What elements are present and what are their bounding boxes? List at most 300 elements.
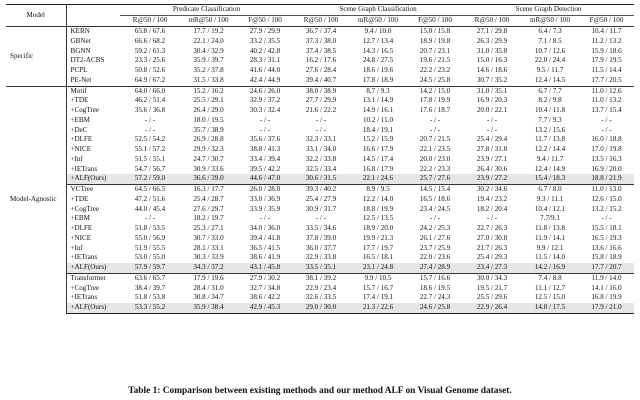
value-cell: - / -	[486, 214, 498, 223]
value-cell: 57.2 / 59.0	[120, 174, 180, 184]
value-cell: 35.6 / 36.8	[134, 106, 166, 115]
method-cell: PE-Net	[70, 75, 92, 84]
value-cell: 32.7 / 34.8	[249, 283, 281, 292]
value-cell: 23.9 / 27.1	[476, 154, 508, 163]
table-row	[6, 126, 634, 136]
value-cell: - / -	[486, 125, 498, 134]
method-cell: +Inf	[70, 243, 83, 252]
method-cell: +ALF(Ours)	[66, 303, 120, 313]
value-cell: 17.7 / 19.2	[180, 27, 237, 37]
value-cell: 22.0 / 24.4	[534, 56, 566, 65]
value-cell: 38.8 / 41.3	[249, 145, 281, 154]
value-cell: 18.8 / 19.9	[362, 204, 394, 213]
value-cell: 22.0 / 23.6	[419, 253, 451, 262]
value-cell: 10.4 / 11.8	[534, 106, 566, 115]
value-cell: 33.4 / 39.4	[249, 154, 281, 163]
value-cell: - / -	[144, 115, 156, 124]
value-cell: 44.6 / 47.0	[237, 174, 293, 184]
value-cell: 27.1 / 29.8	[463, 27, 521, 37]
value-cell: 6.7 / 7.7	[521, 86, 579, 96]
table-caption: Table 1: Comparison between existing methods and our method ALF on Visual Genome dataset.	[128, 386, 512, 396]
value-cell: 24.8 / 27.5	[362, 56, 394, 65]
value-cell: 36.0 / 37.7	[305, 243, 337, 252]
method-cell: +NICE	[70, 145, 92, 154]
value-cell: 12.6 / 15.0	[591, 194, 622, 203]
value-cell: 16.9 / 20.3	[476, 96, 508, 105]
value-cell: 26.4 / 30.6	[476, 164, 508, 173]
value-cell: 25.4 / 29.4	[476, 135, 508, 144]
value-cell: 33.2 / 35.5	[249, 36, 281, 45]
value-cell: 6.4 / 7.3	[521, 27, 579, 37]
value-cell: 36.5 / 41.5	[249, 243, 281, 252]
value-cell: 13.2 / 15.2	[591, 204, 622, 213]
value-cell: 26.0 / 28.0	[237, 185, 293, 195]
metric-header: F@50 / 100	[407, 16, 463, 27]
value-cell: 29.9 / 32.3	[193, 145, 224, 154]
value-cell: 16.9 / 20.0	[591, 164, 622, 173]
value-cell: 16.8 / 19.9	[591, 293, 622, 302]
value-cell: 51.8 / 53.5	[134, 224, 166, 233]
value-cell: 27.0 / 30.8	[476, 233, 508, 242]
value-cell: 32.9 / 33.8	[305, 253, 337, 262]
table-row	[6, 303, 634, 313]
method-cell: +EBM	[70, 214, 90, 223]
value-cell: 14.5 / 17.4	[362, 154, 394, 163]
value-cell: - / -	[259, 214, 271, 223]
value-cell: 37.4 / 38.5	[305, 46, 337, 55]
value-cell: 16.8 / 17.9	[362, 164, 394, 173]
value-cell: 53.3 / 55.2	[120, 303, 180, 313]
value-cell: 25.4 / 29.3	[476, 253, 508, 262]
value-cell: 30.0 / 34.3	[463, 273, 521, 283]
value-cell: 9.5 / 11.7	[536, 66, 564, 75]
value-cell: 51.9 / 55.5	[134, 243, 166, 252]
value-cell: 33.0 / 36.9	[249, 194, 281, 203]
value-cell: 27.9 / 29.9	[237, 27, 293, 37]
value-cell: 36.6 / 39.0	[180, 174, 237, 184]
value-cell: - / -	[486, 115, 498, 124]
table-row	[6, 106, 634, 116]
model-header: Model	[6, 5, 66, 27]
value-cell: 15.0 / 15.8	[407, 27, 463, 37]
value-cell: 17.0 / 19.8	[591, 145, 622, 154]
value-cell: 33.5 / 34.6	[305, 224, 337, 233]
value-cell: 16.0 / 18.8	[591, 135, 622, 144]
value-cell: 19.9 / 21.3	[362, 233, 394, 242]
method-cell: +CogTree	[70, 106, 100, 115]
method-cell: +IETrans	[70, 164, 98, 173]
value-cell: 38.6 / 42.2	[249, 293, 281, 302]
method-cell: +CogTree	[70, 283, 100, 292]
value-cell: 18.0 / 19.5	[193, 115, 224, 124]
method-cell: KERN	[66, 27, 120, 37]
value-cell: 30.7 / 33.0	[193, 233, 224, 242]
method-cell: +NICE	[70, 233, 92, 242]
value-cell: 23.4 / 24.5	[419, 204, 451, 213]
value-cell: 38.0 / 38.9	[293, 86, 349, 96]
table-row	[6, 86, 634, 96]
value-cell: 25.3 / 27.1	[193, 224, 224, 233]
value-cell: 46.2 / 51.4	[134, 96, 166, 105]
value-cell: 19.6 / 21.5	[419, 56, 451, 65]
value-cell: 30.2 / 34.6	[463, 185, 521, 195]
value-cell: 54.7 / 56.7	[134, 164, 166, 173]
value-cell: 16.5 / 18.1	[362, 253, 394, 262]
value-cell: 14.9 / 16.1	[362, 106, 394, 115]
results-table	[6, 4, 634, 314]
method-cell: +EBM	[70, 115, 90, 124]
table-row	[6, 155, 634, 165]
metric-header: R@50 / 100	[293, 16, 349, 27]
value-cell: 12.7 / 13.4	[362, 36, 394, 45]
metric-header: mR@50 / 100	[521, 16, 579, 27]
value-cell: 14.8 / 17.5	[521, 303, 579, 313]
value-cell: 44.0 / 45.4	[134, 204, 166, 213]
value-cell: 39.4 / 40.7	[305, 75, 337, 84]
value-cell: 16.6 / 17.9	[362, 145, 394, 154]
value-cell: 18.6 / 19.5	[419, 283, 451, 292]
value-cell: 34.3 / 37.2	[180, 263, 237, 273]
value-cell: 30.6 / 31.5	[293, 174, 349, 184]
empty-header-cell	[66, 5, 120, 16]
value-cell: 17.9 / 19.5	[591, 56, 622, 65]
value-cell: 47.2 / 51.6	[134, 194, 166, 203]
value-cell: 23.3 / 25.6	[134, 56, 166, 65]
value-cell: - / -	[144, 125, 156, 134]
value-cell: 22.1 / 24.6	[349, 174, 407, 184]
value-cell: 26.1 / 27.6	[419, 233, 451, 242]
value-cell: 16.5 / 19.3	[591, 233, 622, 242]
value-cell: 26.4 / 29.0	[193, 106, 224, 115]
value-cell: 35.7 / 38.9	[193, 125, 224, 134]
value-cell: 63.6 / 65.7	[120, 273, 180, 283]
value-cell: 27.7 / 29.9	[305, 96, 337, 105]
value-cell: 23.7 / 25.9	[419, 243, 451, 252]
value-cell: 34.0 / 36.0	[249, 224, 281, 233]
method-cell: +ALF(Ours)	[66, 263, 120, 273]
value-cell: - / -	[429, 115, 441, 124]
value-cell: 7.7 / 9.3	[538, 115, 562, 124]
value-cell: 30.9 / 31.7	[305, 204, 337, 213]
value-cell: 7.7/9.1	[540, 214, 560, 223]
value-cell: 8.7 / 9.3	[349, 86, 407, 96]
value-cell: 30.8 / 34.7	[193, 293, 224, 302]
value-cell: 14.6 / 18.6	[476, 66, 508, 75]
value-cell: 28.1 / 33.1	[193, 243, 224, 252]
method-cell: VCTree	[66, 185, 120, 195]
value-cell: 12.4 / 14.5	[534, 75, 566, 84]
value-cell: 11.0 / 13.0	[579, 185, 634, 195]
group-header-sgdet: Scene Graph Detection	[463, 5, 634, 16]
table-row	[6, 273, 634, 283]
value-cell: 20.7 / 21.5	[419, 135, 451, 144]
value-cell: 25.7 / 27.6	[407, 174, 463, 184]
value-cell: 11.0 / 13.2	[591, 96, 622, 105]
value-cell: 55.1 / 57.2	[134, 145, 166, 154]
table-row	[6, 224, 634, 234]
table-row	[6, 185, 634, 195]
value-cell: 23.4 / 27.3	[463, 263, 521, 273]
value-cell: 15.2 / 15.9	[362, 135, 394, 144]
value-cell: 31.0 / 35.1	[463, 86, 521, 96]
table-row	[6, 96, 634, 106]
value-cell: 18.9 / 19.8	[419, 36, 451, 45]
value-cell: 14.5 / 15.4	[407, 185, 463, 195]
value-cell: 37.8 / 39.0	[305, 233, 337, 242]
value-cell: 17.7 / 19.7	[362, 243, 394, 252]
table-row	[6, 214, 634, 224]
value-cell: 8.2 / 9.8	[538, 96, 562, 105]
value-cell: 28.3 / 31.1	[249, 56, 281, 65]
table-row	[6, 284, 634, 294]
method-cell: +CogTree	[70, 204, 100, 213]
value-cell: 20.0 / 23.0	[419, 154, 451, 163]
value-cell: 19.4 / 23.2	[476, 194, 508, 203]
value-cell: 38.1 / 39.2	[293, 273, 349, 283]
value-cell: 9.4 / 10.0	[349, 27, 407, 37]
value-cell: 25.5 / 29.6	[476, 293, 508, 302]
value-cell: 24.6 / 26.0	[237, 86, 293, 96]
value-cell: 12.4 / 14.9	[534, 164, 566, 173]
value-cell: 36.7 / 37.4	[293, 27, 349, 37]
value-cell: 14.2 / 16.9	[521, 263, 579, 273]
value-cell: 22.2 / 23.2	[419, 66, 451, 75]
value-cell: 11.5 / 14.0	[534, 253, 566, 262]
value-cell: 15.0 / 16.3	[476, 56, 508, 65]
method-cell: GBNet	[70, 36, 91, 45]
value-cell: 12.2 / 14.4	[534, 145, 566, 154]
value-cell: 18.9 / 20.0	[362, 224, 394, 233]
value-cell: 25.4 / 27.9	[305, 194, 337, 203]
value-cell: 57.9 / 59.7	[120, 263, 180, 273]
value-cell: 11.5 / 14.4	[591, 66, 622, 75]
metric-header: R@50 / 100	[120, 16, 180, 27]
value-cell: 16.5 / 18.6	[419, 194, 451, 203]
value-cell: 10.2 / 11.0	[362, 115, 394, 124]
value-cell: 17.6 / 18.7	[419, 106, 451, 115]
value-cell: 14.3 / 16.5	[362, 46, 394, 55]
value-cell: 27.4 / 28.9	[407, 263, 463, 273]
value-cell: 32.2 / 33.8	[305, 154, 337, 163]
value-cell: 22.2 / 23.3	[419, 164, 451, 173]
value-cell: 8.9 / 9.5	[349, 185, 407, 195]
value-cell: - / -	[601, 115, 612, 124]
value-cell: 22.7 / 26.3	[476, 224, 508, 233]
value-cell: 64.5 / 66.5	[120, 185, 180, 195]
value-cell: 39.3 / 40.2	[293, 185, 349, 195]
table-row	[6, 135, 634, 145]
value-cell: 23.1 / 24.8	[349, 263, 407, 273]
value-cell: 30.7 / 35.2	[476, 75, 508, 84]
value-cell: 11.0 / 12.6	[579, 86, 634, 96]
value-cell: 11.1 / 12.7	[534, 283, 566, 292]
value-cell: 17.4 / 19.1	[362, 293, 394, 302]
table-row	[6, 76, 634, 86]
value-cell: 43.1 / 45.8	[237, 263, 293, 273]
method-cell: +TDE	[70, 194, 89, 203]
value-cell: 14.2 / 15.0	[407, 86, 463, 96]
value-cell: 66.6 / 68.2	[134, 36, 166, 45]
value-cell: 38.4 / 39.7	[134, 283, 166, 292]
value-cell: 33.5 / 35.1	[293, 263, 349, 273]
value-cell: - / -	[315, 214, 327, 223]
value-cell: 18.8 / 21.9	[579, 174, 634, 184]
value-cell: 12.5 / 13.5	[362, 214, 394, 223]
value-cell: 53.0 / 55.0	[134, 253, 166, 262]
value-cell: 31.5 / 33.8	[193, 75, 224, 84]
table-row	[6, 27, 634, 37]
method-cell: BGNN	[70, 46, 91, 55]
value-cell: 24.5 / 25.8	[419, 75, 451, 84]
value-cell: 6.7 / 8.0	[521, 185, 579, 195]
value-cell: 40.2 / 42.8	[249, 46, 281, 55]
value-cell: 18.2 / 19.7	[193, 214, 224, 223]
value-cell: 52.5 / 54.2	[134, 135, 166, 144]
value-cell: - / -	[315, 125, 327, 134]
value-cell: 26.9 / 28.8	[193, 135, 224, 144]
value-cell: 17.8 / 19.9	[419, 96, 451, 105]
value-cell: 33.1 / 34.0	[305, 145, 337, 154]
method-cell: DT2-ACBS	[70, 56, 105, 65]
value-cell: 18.2 / 20.4	[476, 204, 508, 213]
value-cell: 24.6 / 25.8	[407, 303, 463, 313]
value-cell: 20.7 / 23.1	[419, 46, 451, 55]
value-cell: 30.3 / 33.9	[193, 253, 224, 262]
value-cell: 11.9 / 14.0	[579, 273, 634, 283]
table-row	[6, 253, 634, 263]
value-cell: 13.5 / 16.3	[591, 154, 622, 163]
value-cell: 25.4 / 28.7	[193, 194, 224, 203]
method-cell: +ALF(Ours)	[66, 174, 120, 184]
value-cell: 26.3 / 29.9	[476, 36, 508, 45]
value-cell: 35.2 / 37.8	[193, 66, 224, 75]
value-cell: 9.9 / 10.5	[349, 273, 407, 283]
value-cell: 30.9 / 33.6	[193, 164, 224, 173]
value-cell: 32.5 / 33.4	[305, 164, 337, 173]
value-cell: 35.9 / 39.7	[193, 56, 224, 65]
method-cell: +DLFE	[70, 135, 93, 144]
value-cell: 30.3 / 32.4	[249, 106, 281, 115]
value-cell: 17.9 / 19.6	[180, 273, 237, 283]
value-cell: 18.6 / 19.6	[362, 66, 394, 75]
metric-header: F@50 / 100	[237, 16, 293, 27]
table-row	[6, 116, 634, 126]
value-cell: 27.6 / 29.7	[193, 204, 224, 213]
value-cell: 21.7 / 26.3	[476, 243, 508, 252]
value-cell: 7.4 / 8.8	[521, 273, 579, 283]
value-cell: 13.6 / 16.6	[591, 243, 622, 252]
value-cell: 16.3 / 17.7	[180, 185, 237, 195]
method-cell: +TDE	[70, 96, 89, 105]
value-cell: 11.8 / 13.8	[534, 224, 566, 233]
value-cell: 39.4 / 41.8	[249, 233, 281, 242]
value-cell: 51.5 / 55.1	[134, 154, 166, 163]
value-cell: 13.7 / 15.4	[591, 106, 622, 115]
value-cell: 27.9 / 30.2	[237, 273, 293, 283]
value-cell: 15.2 / 16.2	[180, 86, 237, 96]
metric-header: mR@50 / 100	[349, 16, 407, 27]
table-body	[6, 27, 634, 314]
value-cell: 32.9 / 37.2	[249, 96, 281, 105]
table-header	[6, 5, 634, 27]
value-cell: 41.6 / 44.0	[249, 66, 281, 75]
value-cell: 65.8 / 67.6	[120, 27, 180, 37]
value-cell: 13.2 / 15.6	[534, 125, 566, 134]
value-cell: 35.6 / 37.6	[249, 135, 281, 144]
value-cell: 20.0 / 22.1	[476, 106, 508, 115]
value-cell: - / -	[144, 214, 156, 223]
table-row	[6, 195, 634, 205]
table-row	[6, 263, 634, 273]
value-cell: 27.8 / 31.8	[476, 145, 508, 154]
value-cell: 12.5 / 15.0	[534, 293, 566, 302]
value-cell: 15.8 / 18.9	[591, 253, 622, 262]
value-cell: 17.9 / 21.0	[579, 303, 634, 313]
value-cell: 23.9 / 27.2	[463, 174, 521, 184]
value-cell: 10.4 / 12.1	[534, 204, 566, 213]
group-header-predcls: Predicate Classification	[120, 5, 293, 16]
value-cell: 55.0 / 56.9	[134, 233, 166, 242]
value-cell: 9.9 / 12.1	[536, 243, 564, 252]
value-cell: 14.1 / 16.0	[591, 283, 622, 292]
metric-header: F@50 / 100	[579, 16, 634, 27]
value-cell: 18.4 / 19.1	[362, 125, 394, 134]
value-cell: 64.9 / 67.2	[134, 75, 166, 84]
value-cell: 13.1 / 14.9	[362, 96, 394, 105]
value-cell: 9.4 / 11.7	[536, 154, 564, 163]
table-row	[6, 37, 634, 47]
value-cell: 9.3 / 11.1	[536, 194, 564, 203]
metric-header: R@50 / 100	[463, 16, 521, 27]
value-cell: - / -	[601, 214, 612, 223]
value-cell: - / -	[429, 125, 441, 134]
value-cell: 11.2 / 13.2	[591, 36, 622, 45]
value-cell: 35.9 / 38.4	[180, 303, 237, 313]
value-cell: 38.6 / 41.9	[249, 253, 281, 262]
value-cell: 27.6 / 28.4	[305, 66, 337, 75]
value-cell: 37.3 / 38.0	[305, 36, 337, 45]
value-cell: 11.7 / 13.8	[534, 135, 566, 144]
value-cell: 59.2 / 61.3	[134, 46, 166, 55]
table-row	[6, 293, 634, 303]
value-cell: 19.5 / 21.7	[476, 283, 508, 292]
value-cell: 42.4 / 44.9	[249, 75, 281, 84]
table-row	[6, 165, 634, 175]
value-cell: 15.7 / 16.7	[362, 283, 394, 292]
value-cell: 22.1 / 24.0	[193, 36, 224, 45]
value-cell: 15.7 / 16.6	[407, 273, 463, 283]
method-cell: +IETrans	[70, 253, 98, 262]
value-cell: 21.6 / 22.2	[305, 106, 337, 115]
value-cell: 30.4 / 32.9	[193, 46, 224, 55]
value-cell: 22.9 / 26.4	[463, 303, 521, 313]
method-header	[66, 16, 120, 27]
method-cell: Transformer	[66, 273, 120, 283]
value-cell: 24.7 / 30.7	[193, 154, 224, 163]
value-cell: 22.9 / 23.4	[305, 283, 337, 292]
value-cell: 25.5 / 29.1	[193, 96, 224, 105]
table-row	[6, 174, 634, 184]
value-cell: 32.6 / 33.5	[305, 293, 337, 302]
group-label: Model-Agnostic	[6, 86, 66, 313]
table-row	[6, 234, 634, 244]
value-cell: 22.1 / 23.5	[419, 145, 451, 154]
value-cell: - / -	[315, 115, 327, 124]
value-cell: 29.0 / 30.0	[293, 303, 349, 313]
method-cell: PCPL	[70, 66, 88, 75]
value-cell: 39.5 / 42.2	[249, 164, 281, 173]
method-cell: +DeC	[70, 125, 88, 134]
